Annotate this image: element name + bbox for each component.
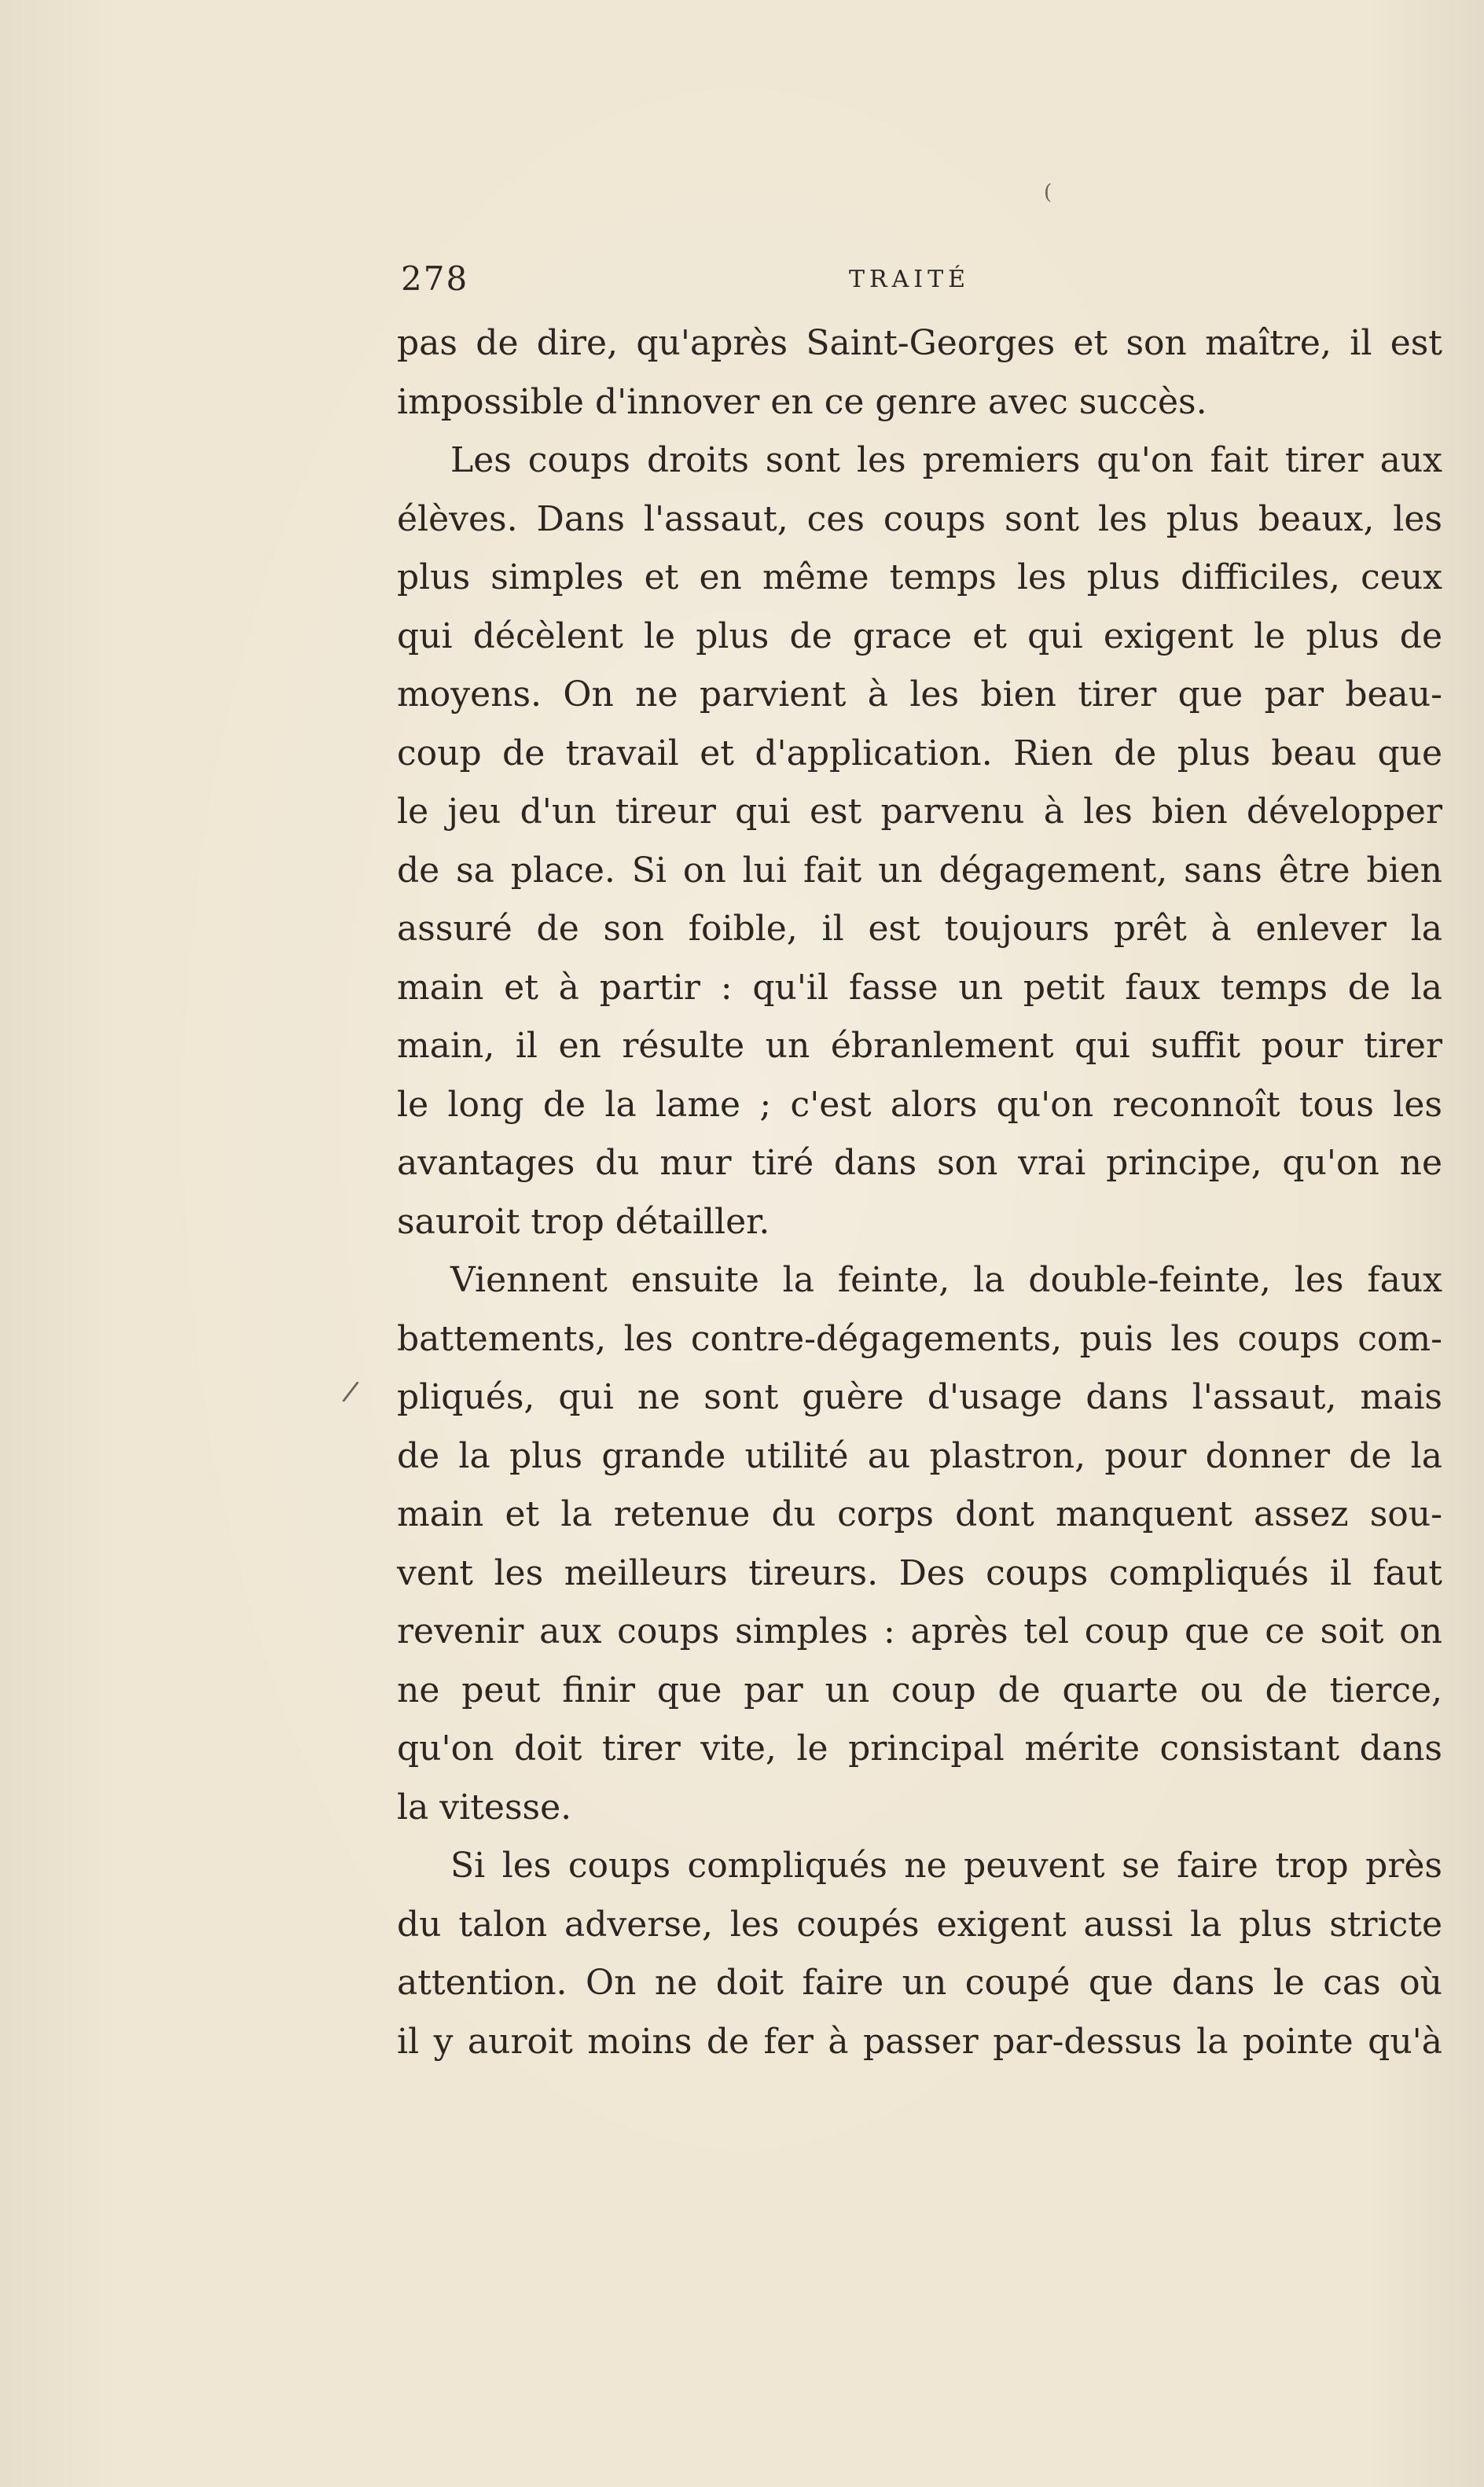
text-line: battements, les contre-dégagements, puis les coups com-: [397, 1318, 1442, 1359]
margin-mark-left: /: [340, 1375, 361, 1409]
text-line: Si les coups compliqués ne peuvent se faire trop près: [450, 1846, 1442, 1886]
text-line: qu'on doit tirer vite, le principal mérite consistant dans: [397, 1728, 1442, 1769]
text-line: revenir aux coups simples : après tel coup que ce soit on: [397, 1611, 1442, 1651]
text-line: main, il en résulte un ébranlement qui suffit pour tirer: [397, 1026, 1442, 1066]
text-line: la vitesse.: [397, 1787, 572, 1828]
text-line: vent les meilleurs tireurs. Des coups compliqués il faut: [397, 1552, 1442, 1593]
text-line: le long de la lame ; c'est alors qu'on reconnoît tous les: [397, 1084, 1442, 1125]
text-line: attention. On ne doit faire un coupé que dans le cas où: [397, 1963, 1442, 2003]
text-line: pliqués, qui ne sont guère d'usage dans l'assaut, mais: [397, 1377, 1442, 1417]
text-line: il y auroit moins de fer à passer par-dessus la pointe qu'à: [397, 2021, 1442, 2062]
text-line: moyens. On ne parvient à les bien tirer que par beau-: [397, 674, 1442, 715]
text-line: Les coups droits sont les premiers qu'on fait tirer aux: [450, 440, 1442, 480]
margin-mark-top: (: [1044, 181, 1052, 204]
text-line: qui décèlent le plus de grace et qui exigent le plus de: [397, 615, 1442, 656]
text-line: plus simples et en même temps les plus difficiles, ceux: [397, 557, 1442, 597]
text-line: avantages du mur tiré dans son vrai principe, qu'on ne: [397, 1143, 1442, 1183]
text-line: de sa place. Si on lui fait un dégagement, sans être bien: [397, 850, 1442, 891]
text-line: pas de dire, qu'après Saint-Georges et son maître, il est: [397, 323, 1442, 363]
text-line: Viennent ensuite la feinte, la double-feinte, les faux: [450, 1260, 1442, 1300]
text-line: ne peut finir que par un coup de quarte ou de tierce,: [397, 1670, 1442, 1710]
text-line: le jeu d'un tireur qui est parvenu à les bien développer: [397, 792, 1442, 832]
body-text: [397, 314, 1442, 2071]
text-line: main et la retenue du corps dont manquent assez sou-: [397, 1494, 1442, 1534]
text-line: de la plus grande utilité au plastron, pour donner de la: [397, 1435, 1442, 1476]
text-line: sauroit trop détailler.: [397, 1201, 770, 1242]
section-title: TRAITÉ: [849, 266, 971, 293]
page-number: 278: [401, 259, 469, 298]
running-head: [401, 259, 1423, 307]
text-line: élèves. Dans l'assaut, ces coups sont les plus beaux, les: [397, 498, 1442, 539]
text-line: du talon adverse, les coupés exigent aussi la plus stricte: [397, 1904, 1442, 1945]
text-line: assuré de son foible, il est toujours prêt à enlever la: [397, 909, 1442, 949]
text-line: impossible d'innover en ce genre avec succès.: [397, 381, 1207, 422]
text-line: main et à partir : qu'il fasse un petit faux temps de la: [397, 967, 1442, 1008]
text-line: coup de travail et d'application. Rien de plus beau que: [397, 733, 1442, 773]
